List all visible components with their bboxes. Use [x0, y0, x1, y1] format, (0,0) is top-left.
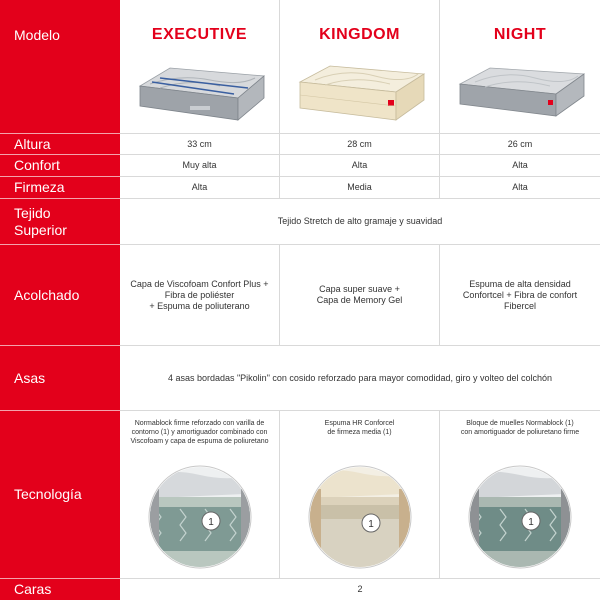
cutaway-diagram	[135, 459, 265, 569]
row-label-firmeza	[0, 177, 120, 199]
row-label-tecnologia	[0, 411, 120, 579]
tech-marker: 1	[528, 517, 534, 528]
acolchado-line: Capa de Viscofoam Confort Plus +	[130, 278, 269, 289]
model-header-night	[440, 0, 600, 134]
tech-caption-line: con amortiguador de poliuretano firme	[460, 429, 580, 436]
model-header-kingdom	[280, 0, 440, 134]
tecnologia-night	[440, 411, 600, 579]
acolchado-line: Fibercel	[503, 300, 536, 311]
firmeza-kingdom: Media	[280, 177, 440, 199]
row-label-text: Asas	[14, 369, 46, 386]
model-name: KINGDOM	[319, 26, 400, 43]
mattress-image	[130, 58, 270, 128]
altura-executive: 33 cm	[120, 134, 280, 155]
caras-value: 2	[357, 584, 363, 594]
firmeza-night: Alta	[440, 177, 600, 199]
tech-caption-line: Normablock firme reforzado con varilla de	[134, 420, 265, 427]
cutaway-diagram	[295, 459, 425, 569]
tech-caption-line: Bloque de muelles Normablock (1)	[466, 420, 574, 427]
row-label-line: Superior	[14, 221, 67, 238]
tech-caption-line: contorno (1) y amortiguador combinado con	[131, 429, 268, 436]
row-label-text: Tecnología	[14, 486, 82, 502]
altura-night: 26 cm	[440, 134, 600, 155]
tech-caption-line: Espuma HR Conforcel	[324, 420, 395, 427]
mattress-image	[450, 58, 590, 128]
cutaway-diagram	[455, 459, 585, 569]
acolchado-line: Confortcel + Fibra de confort	[462, 289, 578, 300]
row-label-text	[14, 205, 67, 239]
asas-value: 4 asas bordadas "Pikolin" con cosido reforzado para mayor comodidad, giro y volteo del colchón	[120, 346, 600, 411]
confort-kingdom: Alta	[280, 155, 440, 177]
model-name: NIGHT	[493, 26, 547, 43]
row-label-column	[0, 0, 120, 600]
confort-night: Alta	[440, 155, 600, 177]
acolchado-kingdom	[280, 245, 440, 346]
tecnologia-executive	[120, 411, 280, 579]
row-label-text: Modelo	[14, 27, 60, 43]
row-label-asas	[0, 346, 120, 411]
row-label-modelo	[0, 0, 120, 134]
row-label-altura	[0, 134, 120, 155]
model-header-executive	[120, 0, 280, 134]
acolchado-line: Capa super suave +	[319, 284, 400, 294]
row-label-text: Acolchado	[14, 286, 80, 303]
tejido-superior-value: Tejido Stretch de alto gramaje y suavidad	[120, 199, 600, 245]
row-label-acolchado	[0, 245, 120, 346]
altura-kingdom: 28 cm	[280, 134, 440, 155]
acolchado-executive	[120, 245, 280, 346]
acolchado-line: + Espuma de poliuterano	[149, 300, 250, 311]
acolchado-line: Espuma de alta densidad	[469, 278, 571, 289]
tech-caption-line: de firmeza media (1)	[327, 429, 392, 436]
row-label-line: Tejido	[14, 204, 51, 221]
tecnologia-kingdom	[280, 411, 440, 579]
row-label-tejido	[0, 199, 120, 245]
row-label-text: Altura	[14, 135, 51, 152]
row-label-confort	[0, 155, 120, 177]
tech-caption	[126, 419, 272, 449]
tech-caption	[457, 419, 583, 449]
tech-marker: 1	[207, 517, 214, 528]
row-label-text: Firmeza	[14, 179, 65, 195]
tech-caption-line: Viscofoam y capa de espuma de poliuretano	[130, 438, 269, 445]
tech-caption	[321, 419, 399, 449]
row-label-text: Confort	[14, 157, 60, 173]
firmeza-executive: Alta	[120, 177, 280, 199]
acolchado-night	[440, 245, 600, 346]
model-name: EXECUTIVE	[151, 26, 248, 43]
tech-marker: 1	[367, 519, 374, 530]
mattress-image	[290, 58, 430, 128]
acolchado-line: Fibra de poliéster	[164, 289, 235, 300]
acolchado-line: Capa de Memory Gel	[316, 295, 403, 305]
confort-executive: Muy alta	[120, 155, 280, 177]
row-label-caras	[0, 579, 120, 600]
row-label-text: Caras	[14, 581, 52, 597]
